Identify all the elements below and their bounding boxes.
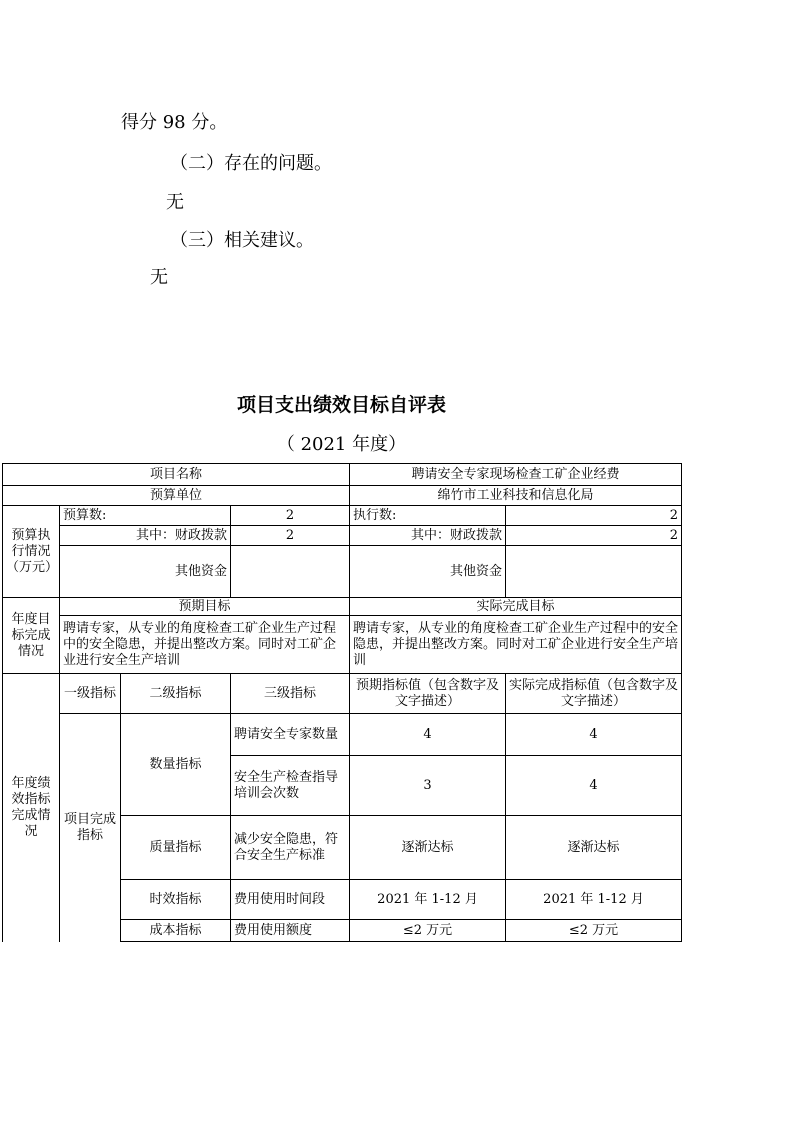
expected-value: 3 xyxy=(350,756,506,816)
other-funds-exec-label: 其他资金 xyxy=(350,546,506,598)
actual-value: 4 xyxy=(506,714,682,756)
other-funds-budget xyxy=(231,546,350,598)
project-name: 聘请安全专家现场检查工矿企业经费 xyxy=(350,464,682,486)
actual-goal-text: 聘请专家，从专业的角度检查工矿企业生产过程中的安全隐患，并提出整改方案。同时对工矿企业进行安全生产培训 xyxy=(350,616,682,674)
other-funds-label: 其他资金 xyxy=(60,546,231,598)
expected-value: 2021 年 1-12 月 xyxy=(350,880,506,920)
col-header-actual: 实际完成指标值（包含数字及文字描述） xyxy=(506,674,682,714)
other-funds-exec xyxy=(506,546,682,598)
exec-label: 执行数: xyxy=(350,506,506,526)
fiscal-exec-label: 其中：财政拨款 xyxy=(350,526,506,546)
actual-value: 逐渐达标 xyxy=(506,816,682,880)
unit-name: 绵竹市工业科技和信息化局 xyxy=(350,486,682,506)
budget-value: 2 xyxy=(231,506,350,526)
section-heading-suggestions: （三）相关建议。 xyxy=(170,230,314,251)
goal-section-label: 年度目标完成情况 xyxy=(3,598,60,674)
perf-section-label: 年度绩效指标完成情况 xyxy=(3,674,60,942)
expected-value: 4 xyxy=(350,714,506,756)
col-header-l2: 二级指标 xyxy=(121,674,231,714)
section-heading-issues: （二）存在的问题。 xyxy=(170,153,332,174)
actual-value: ≤2 万元 xyxy=(506,920,682,942)
table-subtitle: （ 2021 年度） xyxy=(276,434,407,455)
expected-value: 逐渐达标 xyxy=(350,816,506,880)
issues-answer: 无 xyxy=(166,192,184,213)
col-header-expected: 预期指标值（包含数字及文字描述） xyxy=(350,674,506,714)
l2-indicator-quantity: 数量指标 xyxy=(121,714,231,816)
l3-indicator: 聘请安全专家数量 xyxy=(231,714,350,756)
l3-indicator: 减少安全隐患，符合安全生产标准 xyxy=(231,816,350,880)
l2-indicator-quality: 质量指标 xyxy=(121,816,231,880)
actual-value: 4 xyxy=(506,756,682,816)
table-title: 项目支出绩效目标自评表 xyxy=(236,394,446,416)
l1-indicator: 项目完成指标 xyxy=(60,714,121,942)
l2-indicator-cost: 成本指标 xyxy=(121,920,231,942)
actual-goal-label: 实际完成目标 xyxy=(350,598,682,616)
unit-label: 预算单位 xyxy=(3,486,350,506)
budget-label: 预算数: xyxy=(60,506,231,526)
fiscal-exec: 2 xyxy=(506,526,682,546)
actual-value: 2021 年 1-12 月 xyxy=(506,880,682,920)
suggestions-answer: 无 xyxy=(150,267,168,288)
expected-goal-label: 预期目标 xyxy=(60,598,350,616)
budget-section-label: 预算执行情况（万元） xyxy=(3,506,60,598)
col-header-l1: 一级指标 xyxy=(60,674,121,714)
fiscal-label: 其中：财政拨款 xyxy=(60,526,231,546)
exec-value: 2 xyxy=(506,506,682,526)
expected-goal-text: 聘请专家，从专业的角度检查工矿企业生产过程中的安全隐患，并提出整改方案。同时对工矿企业进行安全生产培训 xyxy=(60,616,350,674)
score-line: 得分 98 分。 xyxy=(121,112,228,133)
project-name-label: 项目名称 xyxy=(3,464,350,486)
l3-indicator: 费用使用时间段 xyxy=(231,880,350,920)
expected-value: ≤2 万元 xyxy=(350,920,506,942)
l2-indicator-timeliness: 时效指标 xyxy=(121,880,231,920)
fiscal-budget: 2 xyxy=(231,526,350,546)
l3-indicator: 费用使用额度 xyxy=(231,920,350,942)
l3-indicator: 安全生产检查指导培训会次数 xyxy=(231,756,350,816)
col-header-l3: 三级指标 xyxy=(231,674,350,714)
performance-table xyxy=(2,463,682,942)
